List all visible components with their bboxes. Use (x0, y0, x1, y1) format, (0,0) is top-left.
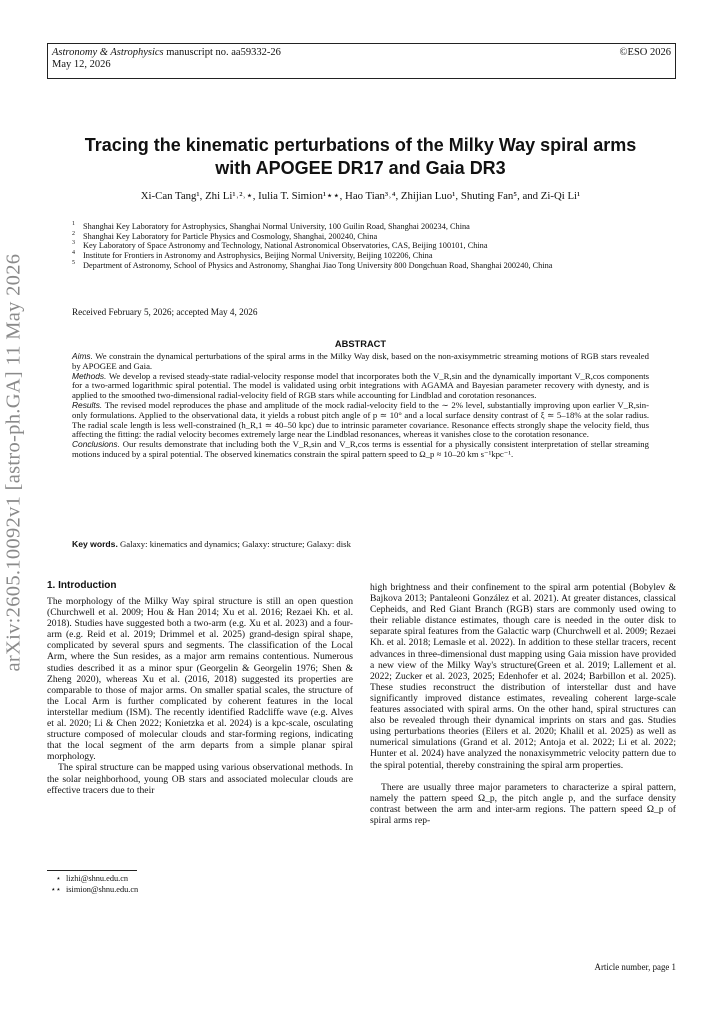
footnote-1: ⋆ lizhi@shnu.edu.cn (55, 874, 129, 883)
paper-title (40, 134, 681, 180)
abstract-methods: Methods. We develop a revised steady-state radial-velocity response model that incorporates both the V_R,sin and the dynamically important V_R,cos components for a two-armed logarithmic spiral potential. The model is validated using orbit integrations with AGAMA and Bayesian parameter recovery with dynesty, and is applied to the smoothed two-dimensional radial-velocity field of RGB stars while accounting for Lindblad and corotation resonances. (72, 370, 649, 401)
affiliation-1: 1 Shanghai Key Laboratory for Astrophysics, Shanghai Normal University, 100 Guilin Road, Shanghai 200234, China (72, 221, 470, 231)
journal-line (52, 47, 281, 59)
footnotes (47, 873, 138, 896)
paragraph: The morphology of the Milky Way spiral structure is still an open question (Churchwell et al. 2009; Hou & Han 2014; Xu et al. 2016; Rezaei Kh. et al. 2018). Studies have suggested both a two-arm (e.g. Xu et al. 2023) and a four-arm (e.g. Reid et al. 2019; Drimmel et al. 2025) grand-design spiral shape, complicated by several spurs and segments. The classification of the Local Arm, where the Sun resides, as a major arm remains contentious. Numerous studies described it as a minor spur (Georgelin & Georgelin 1976; Shen & Zheng 2020), whereas Xu et al. (2016, 2018) suggested its properties are comparable to those of major arms. On smaller spatial scales, the structure of the Local Arm is further complicated by coherent features in the local interstellar medium (ISM). The recently identified Radcliffe wave (e.g. Alves et al. 2020; Li & Chen 2022; Konietzka et al. 2024) is a kpc-scale, osculating structure composed of molecular clouds and star-forming regions, indicating that the local segment of the arm departs from a simple planar spiral morphology. (47, 596, 353, 763)
abstract-conclusions: Conclusions. Our results demonstrate that including both the V_R,sin and V_R,cos terms is essential for a physically consistent interpretation of stellar streaming motions induced by a spiral potential. The observed kinematics constrain the spiral pattern speed to Ω_p ≈ 10–20 km s⁻¹kpc⁻¹. (72, 439, 649, 459)
abstract-body (72, 352, 649, 460)
paragraph: high brightness and their confinement to the spiral arm potential (Bobylev & Bajkova 2013; Pantaleoni González et al. 2021). At greater distances, classical Cepheids, and Red Giant Branch (RGB) stars are commonly used owing to their reliable distance estimates, though care is needed in the outer disk to separate spiral features from the Galactic warp (Churchwell et al. 2009; Rezaei Kh. et al. 2018; Lemasle et al. 2022). In addition to these stellar tracers, recent advances in three-dimensional dust mapping using Gaia mission have provided a new view of the Milky Way's structure(Green et al. 2019; Lallement et al. 2022; Zucker et al. 2023, 2025; Edenhofer et al. 2024; Barbillon et al. 2025). These studies reconstruct the distribution of interstellar dust and have significantly improved distance estimates, revealing coherent large-scale features associated with spiral arms. On the other hand, spiral structures can also be revealed through their dynamical imprints on stars and gas. Studies using perturbations theories (Eilers et al. 2020; Khalil et al. 2025) as well as numerical simulations (Grand et al. 2012; Antoja et al. 2022; Li et al. 2022; Hunter et al. 2024) have analyzed the nonaxisymmetric velocity pattern due to the spiral potential, thereby constraining the spiral arm properties. (370, 582, 676, 771)
right-column (370, 582, 676, 826)
title-line-1: Tracing the kinematic perturbations of the Milky Way spiral arms (84, 135, 637, 155)
paragraph: There are usually three major parameters to characterize a spiral pattern, namely the pattern speed Ω_p, the pitch angle p, and the surface density contrast between the arm and inter-arm regions. The pattern speed Ω_p of spiral arms rep- (370, 781, 676, 826)
footnote-2: ⋆⋆ isimion@shnu.edu.cn (50, 885, 139, 895)
title-line-2: with APOGEE DR17 and Gaia DR3 (215, 158, 506, 178)
journal-name: Astronomy & Astrophysics (52, 47, 164, 58)
keywords: Key words. Galaxy: kinematics and dynamics; Galaxy: structure; Galaxy: disk (72, 539, 351, 549)
abstract-results: Results. The revised model reproduces the phase and amplitude of the mock radial-velocity field to the ∼ 2% level, substantially improving upon earlier V_R,sin-only formulations. Applied to the observational data, it yields a robust pitch angle of p ≃ 10° and a local surface density contrast of ξ ≃ 5–18% at the solar radius. The radial scale length is less well-constrained (h_R,1 ≃ 40–50 kpc) due to intrinsic parameter covariance. Resonance effects strongly shape the velocity field, thus affecting the fitting: the radial velocity becomes extremely large near the Lindblad resonances, whereas it vanishes close to the corotation resonance. (72, 399, 649, 440)
received-dates: Received February 5, 2026; accepted May 4, 2026 (72, 307, 258, 317)
arxiv-identifier: arXiv:2605.10092v1 [astro-ph.GA] 11 May 2026 (2, 253, 25, 672)
affiliations (72, 222, 682, 271)
page-number: Article number, page 1 (594, 962, 676, 972)
manuscript-date: May 12, 2026 (52, 59, 111, 70)
paragraph: The spiral structure can be mapped using various observational methods. In the solar neighborhood, young OB stars and associated molecular clouds are effective tracers due to their (47, 762, 353, 796)
left-column (47, 596, 353, 796)
footnote-rule (47, 870, 137, 871)
affiliation-3: 3 Key Laboratory of Space Astronomy and Technology, National Astronomical Observatories, CAS, Beijing 100101, China (72, 240, 488, 251)
section-heading-introduction: 1. Introduction (47, 580, 117, 591)
copyright: ©ESO 2026 (619, 47, 671, 58)
affiliation-2: 2 Shanghai Key Laboratory for Particle Physics and Cosmology, Shanghai, 200240, China (72, 230, 378, 241)
affiliation-4: 4 Institute for Frontiers in Astronomy and Astrophysics, Beijing Normal University, Beijing 102206, China (72, 250, 433, 261)
affiliation-5: 5 Department of Astronomy, School of Physics and Astronomy, Shanghai Jiao Tong University 800 Dongchuan Road, Shanghai 200240, China (72, 259, 553, 270)
manuscript-number: manuscript no. aa59332-26 (163, 47, 281, 58)
author-list: Xi-Can Tang¹, Zhi Li¹˒²˒⋆, Iulia T. Simion¹⋆⋆, Hao Tian³˒⁴, Zhijian Luo¹, Shuting Fan⁵, and Zi-Qi Li¹ (140, 190, 581, 202)
abstract-aims: Aims. We constrain the dynamical perturbations of the spiral arms in the Milky Way disk, based on the non-axisymmetric streaming motions of RGB stars revealed by APOGEE and Gaia. (72, 351, 649, 371)
abstract-heading: ABSTRACT (334, 339, 387, 349)
